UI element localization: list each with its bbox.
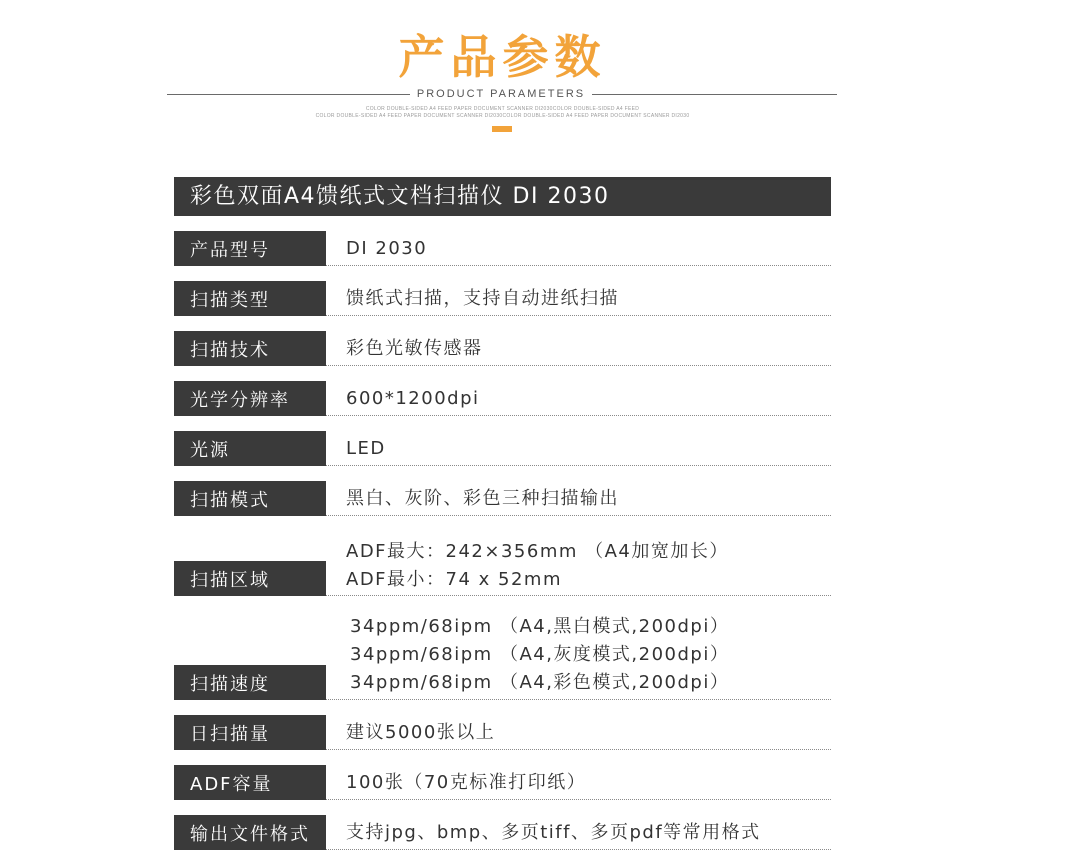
spec-label-resolution: 光学分辨率 <box>174 381 326 416</box>
spec-label-light-source: 光源 <box>174 431 326 466</box>
spec-value-daily-volume: 建议5000张以上 <box>346 722 496 743</box>
spec-label-scan-area: 扫描区域 <box>174 561 326 596</box>
row-divider <box>326 799 831 800</box>
subtitle-line-2: COLOR DOUBLE-SIDED A4 FEED PAPER DOCUMENT SCANNER DI2030COLOR DOUBLE-SIDED A4 FEED PAPER DOCUMENT SCANNER DI2030 <box>315 113 690 119</box>
row-divider <box>326 849 831 850</box>
row-divider <box>326 749 831 750</box>
divider-right <box>592 94 837 95</box>
spec-value-light-source: LED <box>346 438 386 459</box>
spec-value-speed-color: 34ppm/68ipm （A4,彩色模式,200dpi） <box>350 672 730 693</box>
spec-label-daily-volume: 日扫描量 <box>174 715 326 750</box>
spec-value-speed-gray: 34ppm/68ipm （A4,灰度模式,200dpi） <box>350 644 730 665</box>
spec-value-resolution: 600*1200dpi <box>346 388 480 409</box>
spec-label-model: 产品型号 <box>174 231 326 266</box>
spec-value-scan-type: 馈纸式扫描，支持自动进纸扫描 <box>346 288 619 309</box>
row-divider <box>326 699 831 700</box>
spec-label-scan-mode: 扫描模式 <box>174 481 326 516</box>
spec-value-speed-bw: 34ppm/68ipm （A4,黑白模式,200dpi） <box>350 616 730 637</box>
row-divider <box>326 515 831 516</box>
accent-bar <box>492 126 512 132</box>
page-title-en: PRODUCT PARAMETERS <box>416 88 586 100</box>
spec-value-scan-tech: 彩色光敏传感器 <box>346 338 483 359</box>
spec-label-adf-capacity: ADF容量 <box>174 765 326 800</box>
spec-value-adf-capacity: 100张（70克标准打印纸） <box>346 772 587 793</box>
spec-value-scan-area-max: ADF最大：242×356mm （A4加宽加长） <box>346 541 729 562</box>
divider-left <box>167 94 410 95</box>
spec-label-scan-tech: 扫描技术 <box>174 331 326 366</box>
spec-value-scan-area-min: ADF最小：74 x 52mm <box>346 569 562 590</box>
row-divider <box>326 265 831 266</box>
row-divider <box>326 315 831 316</box>
spec-label-output-format: 输出文件格式 <box>174 815 326 850</box>
row-divider <box>326 415 831 416</box>
spec-value-scan-mode: 黑白、灰阶、彩色三种扫描输出 <box>346 488 619 509</box>
spec-label-scan-type: 扫描类型 <box>174 281 326 316</box>
page-title-cn: 产品参数 <box>398 30 607 84</box>
product-title-banner: 彩色双面A4馈纸式文档扫描仪 DI 2030 <box>174 177 831 216</box>
spec-label-scan-speed: 扫描速度 <box>174 665 326 700</box>
spec-value-output-format: 支持jpg、bmp、多页tiff、多页pdf等常用格式 <box>346 822 761 843</box>
spec-value-model: DI 2030 <box>346 238 428 259</box>
row-divider <box>326 595 831 596</box>
row-divider <box>326 465 831 466</box>
subtitle-line-1: COLOR DOUBLE-SIDED A4 FEED PAPER DOCUMENT SCANNER DI2030COLOR DOUBLE-SIDED A4 FEED <box>365 106 640 112</box>
row-divider <box>326 365 831 366</box>
